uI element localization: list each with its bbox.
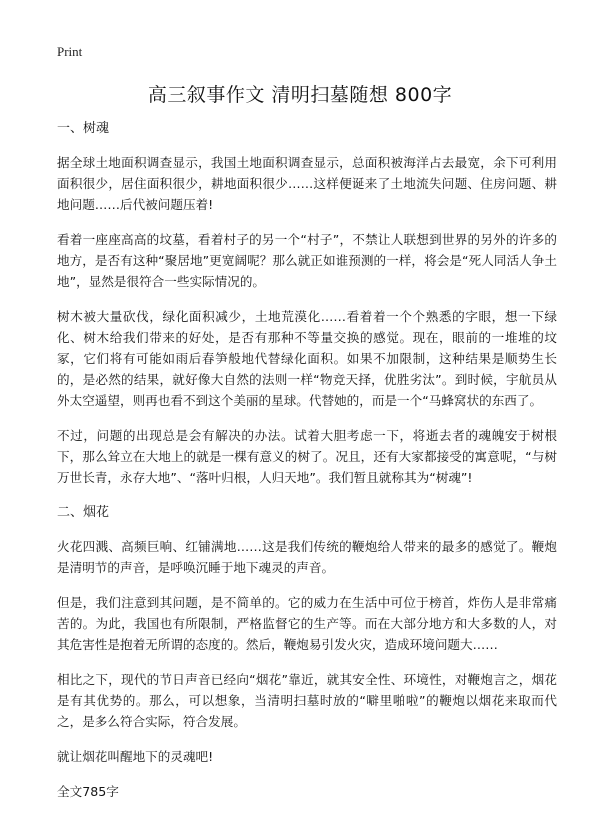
article-title: 高三叙事作文 清明扫墓随想 800字 — [147, 84, 453, 106]
print-label[interactable]: Print — [57, 44, 83, 59]
paragraph: 据全球土地面积调查显示，我国土地面积调查显示，总面积被海洋占去最宽，余下可利用面积很少，居住面积很少，耕地面积很少……这样便诞来了土地流失问题、住房问题、耕地问题……后代被问题压着! — [57, 155, 557, 212]
paragraph: 就让烟花叫醒地下的灵魂吧! — [57, 749, 214, 764]
word-count: 全文785字 — [57, 784, 119, 799]
section-heading-fireworks: 二、烟花 — [57, 505, 110, 520]
paragraph: 但是，我们注意到其问题，是不简单的。它的威力在生活中可位于榜首，炸伤人是非常痛苦的。为此，我国也有所限制，严格监督它的生产等。而在大部分地方和大多数的人，对其危害性是抱着无所谓的态度的。然后，鞭炮易引发火灾，造成环境问题大…… — [57, 595, 557, 652]
article-body — [57, 118, 557, 802]
paragraph: 火花四溅、高频巨响、红铺满地……这是我们传统的鞭炮给人带来的最多的感觉了。鞭炮是清明节的声音，是呼唤沉睡于地下魂灵的声音。 — [57, 539, 557, 575]
paragraph: 不过，问题的出现总是会有解决的办法。试着大胆考虑一下，将逝去者的魂魄安于树根下，那么耸立在大地上的就是一棵有意义的树了。况且，还有大家都接受的寓意呢，“与树万世长青，永存大地”、“落叶归根，人归天地”。我们暂且就称其为“树魂”! — [57, 428, 557, 485]
paragraph: 相比之下，现代的节日声音已经向“烟花”靠近，就其安全性、环境性，对鞭炮言之，烟花是有其优势的。那么，可以想象，当清明扫墓时放的“噼里啪啦”的鞭炮以烟花来取而代之，是多么符合实际，符合发展。 — [57, 672, 557, 729]
section-heading-tree-soul: 一、树魂 — [57, 121, 110, 136]
paragraph: 看着一座座高高的坟墓，看着村子的另一个“村子”，不禁让人联想到世界的另外的许多的地方，是否有这种“聚居地”更宽阔呢？那么就正如谁预测的一样，将会是“死人同活人争土地”，显然是很符合一些实际情况的。 — [57, 232, 557, 289]
paragraph: 树木被大量砍伐，绿化面积减少，土地荒漠化……看着着一个个熟悉的字眼，想一下绿化、树木给我们带来的好处，是否有那种不等量交换的感觉。现在，眼前的一堆堆的坟冢，它们将有可能如雨后春笋般地代替绿化面积。如果不加限制，这种结果是顺势生长的，是必然的结果，就好像大自然的法则一样“物竞天择，优胜劣汰”。到时候，宇航员从外太空遥望，则再也看不到这个美丽的星球。代替她的，而是一个“马蜂窝状的东西了。 — [57, 309, 557, 408]
